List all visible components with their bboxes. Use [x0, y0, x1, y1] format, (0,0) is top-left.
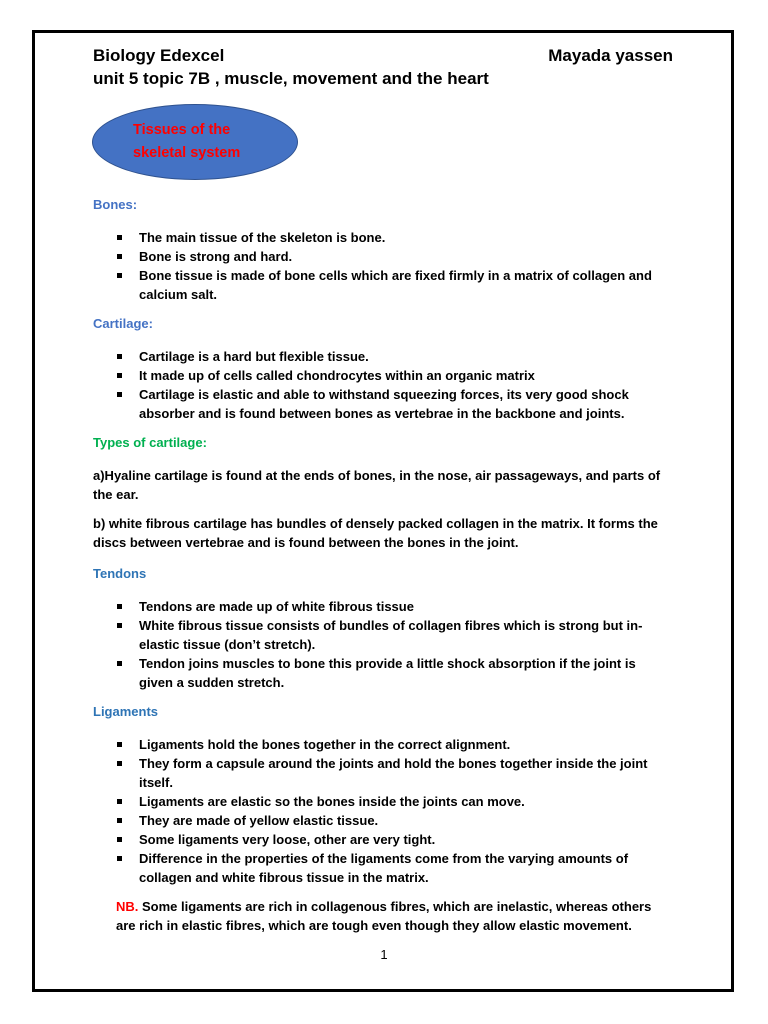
list-item: Bone tissue is made of bone cells which are fixed firmly in a matrix of collagen and calcium salt.	[93, 266, 673, 304]
list-item: White fibrous tissue consists of bundles of collagen fibres which is strong but in-elastic tissue (don’t stretch).	[93, 616, 673, 654]
list-item: The main tissue of the skeleton is bone.	[93, 228, 673, 247]
list-item: Tendon joins muscles to bone this provide a little shock absorption if the joint is given a sudden stretch.	[93, 654, 673, 692]
section-heading-cartilage: Cartilage:	[93, 316, 153, 331]
list-item: Tendons are made up of white fibrous tissue	[93, 597, 673, 616]
bones-list	[93, 228, 673, 304]
paragraph-hyaline: a)Hyaline cartilage is found at the ends of bones, in the nose, air passageways, and parts of the ear.	[93, 468, 661, 502]
nb-text: Some ligaments are rich in collagenous fibres, which are inelastic, whereas others are rich in elastic fibres, which are tough even though they allow elastic movement.	[116, 899, 652, 933]
section-heading-ligaments: Ligaments	[93, 704, 159, 719]
author-name: Mayada yassen	[548, 46, 673, 65]
list-item: Cartilage is elastic and able to withstand squeezing forces, its very good shock absorber and is found between bones as vertebrae in the backbone and joints.	[93, 385, 673, 423]
section-heading-types: Types of cartilage:	[93, 435, 207, 450]
list-item: Ligaments are elastic so the bones inside the joints can move.	[93, 792, 673, 811]
unit-title: unit 5 topic 7B , muscle, movement and the heart	[93, 69, 489, 88]
list-item: Ligaments hold the bones together in the correct alignment.	[93, 735, 673, 754]
list-item: Difference in the properties of the ligaments come from the varying amounts of collagen and white fibrous tissue in the matrix.	[93, 849, 673, 887]
list-item: It made up of cells called chondrocytes within an organic matrix	[93, 366, 673, 385]
paragraph-white-fibrous: b) white fibrous cartilage has bundles of densely packed collagen in the matrix. It forms the discs between vertebrae and is found between the bones in the joint.	[93, 516, 658, 550]
ligaments-list	[93, 735, 673, 887]
subject-title: Biology Edexcel	[93, 46, 225, 65]
nb-note	[93, 897, 673, 935]
list-item: Cartilage is a hard but flexible tissue.	[93, 347, 673, 366]
list-item: They form a capsule around the joints and hold the bones together inside the joint itself.	[93, 754, 673, 792]
oval-title: Tissues of the skeletal system	[133, 122, 241, 161]
list-item: They are made of yellow elastic tissue.	[93, 811, 673, 830]
section-heading-tendons: Tendons	[93, 566, 147, 581]
page-number: 1	[380, 947, 388, 962]
list-item: Bone is strong and hard.	[93, 247, 673, 266]
cartilage-list	[93, 347, 673, 423]
nb-label: NB.	[116, 899, 139, 914]
document-body	[93, 195, 673, 945]
tendons-list	[93, 597, 673, 692]
section-heading-bones: Bones:	[93, 197, 138, 212]
page-header	[93, 44, 673, 90]
list-item: Some ligaments very loose, other are very tight.	[93, 830, 673, 849]
